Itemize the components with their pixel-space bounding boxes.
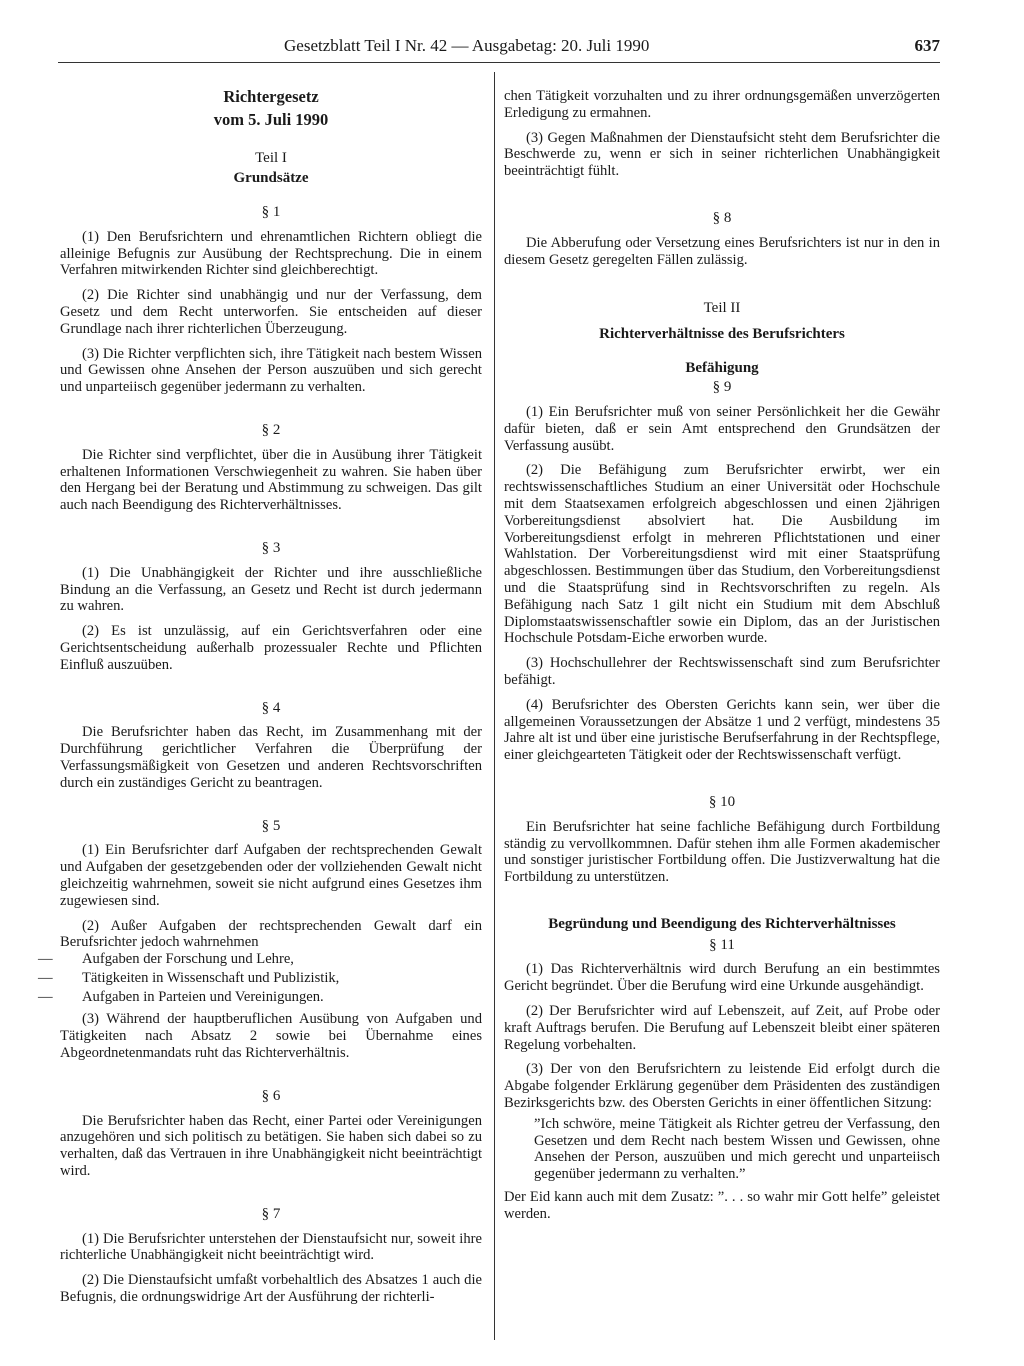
paragraph: Die Richter sind verpflichtet, über die in Ausübung ihrer Tätigkeit erhaltenen Informationen Verschwiegenheit zu wahren. Sie haben über den Hergang bei der Beratung und Abstimmung zu schweigen. Das gilt auch nach Beendigung des Richterverhältnisses. [60, 446, 482, 514]
section-heading: § 11 [709, 936, 735, 953]
paragraph: (1) Die Berufsrichter unterstehen der Dienstaufsicht nur, soweit ihre richterliche Unabhängigkeit nicht beeinträchtigt wird. [60, 1230, 482, 1264]
right-column [504, 88, 940, 1231]
list-item-text: Aufgaben der Forschung und Lehre, [82, 951, 294, 968]
paragraph: (3) Gegen Maßnahmen der Dienstaufsicht steht dem Berufsrichter die Beschwerde zu, wenn er sich in seiner richterlichen Unabhängigkeit beeinträchtigt fühlt. [504, 129, 940, 180]
section-heading: § 6 [261, 1087, 281, 1104]
list-item [38, 988, 482, 1006]
list-item-text: Aufgaben in Parteien und Vereinigungen. [82, 988, 324, 1005]
paragraph: Der Eid kann auch mit dem Zusatz: ”. . . so wahr mir Gott helfe” geleistet werden. [504, 1189, 940, 1222]
paragraph: (1) Ein Berufsrichter darf Aufgaben der rechtsprechenden Gewalt und Aufgaben der gesetzgebenden oder der vollziehenden Gewalt nicht gleichzeitig wahrnehmen, soweit sie nicht aufgrund eines Gesetzes ihm zugewiesen sind. [60, 842, 482, 909]
page-header [58, 36, 940, 58]
section-heading: § 5 [261, 817, 281, 834]
section-heading: § 2 [261, 421, 281, 438]
paragraph: Die Berufsrichter haben das Recht, einer Partei oder Vereinigungen anzugehören und sich politisch zu betätigen. Sie haben sich dabei so zu verhalten, daß das Vertrauen in ihre Unabhängigkeit nicht beeinträchtigt wird. [60, 1112, 482, 1180]
law-title: Richtergesetz [223, 87, 319, 106]
section-heading: § 4 [261, 699, 281, 716]
paragraph: (3) Der von den Berufsrichtern zu leistende Eid erfolgt durch die Abgabe folgender Erklärung gegenüber dem Präsidenten des zuständigen Bezirksgerichts bzw. des Obersten Gerichts in einer öffentlichen Sitzung: [504, 1061, 940, 1112]
section-heading: § 7 [261, 1205, 281, 1222]
dash-marker: — [38, 988, 53, 1005]
paragraph: (4) Berufsrichter des Obersten Gerichts kann sein, wer über die allgemeinen Voraussetzungen der Absätze 1 und 2 verfügt, mindestens 35 Jahre alt ist und über eine juristische Berufserfahrung in der Rechtspflege, einer gleichgearteten Tätigkeit oder der Rechtswissenschaft verfügt. [504, 696, 940, 764]
paragraph: (2) Die Richter sind unabhängig und nur der Verfassung, dem Gesetz und dem Recht unterworfen. Sie entscheiden auf dieser Grundlage nach ihrer richterlichen Überzeugung. [60, 287, 482, 337]
dash-marker: — [38, 969, 53, 986]
section-heading: § 1 [261, 204, 281, 220]
part-title: Grundsätze [233, 170, 309, 186]
list-item [38, 951, 482, 968]
paragraph: (1) Den Berufsrichtern und ehrenamtlichen Richtern obliegt die alleinige Befugnis zur Ausübung der Rechtsprechung. Die in einem Verfahren mitwirkenden Richter sind gleichberechtigt. [60, 228, 482, 279]
list-item [38, 969, 482, 987]
paragraph: (2) Die Befähigung zum Berufsrichter erwirbt, wer ein rechtswissenschaftliches Studium an einer Universität oder Hochschule mit dem Staatsexamen erfolgreich abgeschlossen und einen 2jährigen Vorbereitungsdienst absolviert hat. Die Ausbildung im Vorbereitungsdienst erfolgt in mehreren Pflichtstationen und einer Wahlstation. Der Vorbereitungsdienst wird mit einer Staatsprüfung abgeschlossen. Bestimmungen über das Studium, den Vorbereitungsdienst und die Staatsprüfung sind in Rechtsvorschriften zu regeln. Als Befähigung nach Satz 1 gilt nicht ein Studium mit dem Abschluß Diplomstaatswissenschaftler sowie ein Diplom, das an der Juristischen Hochschule Potsdam-Eiche erworben wurde. [504, 462, 940, 647]
law-date: vom 5. Juli 1990 [213, 110, 329, 129]
paragraph: (1) Ein Berufsrichter muß von seiner Persönlichkeit her die Gewähr dafür bieten, daß er sein Amt entsprechend den Grundsätzen der Verfassung ausübt. [504, 403, 940, 454]
page-number: 637 [914, 36, 940, 55]
part-label: Teil I [255, 150, 287, 166]
column-divider [494, 72, 495, 1340]
header-rule [58, 62, 940, 63]
section-heading: § 10 [708, 793, 736, 810]
oath-quote: ”Ich schwöre, meine Tätigkeit als Richter getreu der Verfassung, den Gesetzen und dem Recht nach bestem Wissen und Gewissen, ohne Ansehen der Person, auszuüben und mich gerecht und unparteiisch gegenüber jedermann zu verhalten.” [534, 1115, 940, 1183]
paragraph: (2) Außer Aufgaben der rechtsprechenden Gewalt darf ein Berufsrichter jedoch wahrnehmen [60, 917, 482, 951]
paragraph-continued: chen Tätigkeit vorzuhalten und zu ihrer ordnungsgemäßen unverzögerten Erledigung zu ermahnen. [504, 88, 940, 121]
paragraph: (3) Hochschullehrer der Rechtswissenschaft sind zum Berufsrichter befähigt. [504, 655, 940, 688]
section-heading: § 3 [261, 539, 281, 556]
paragraph: (3) Die Richter verpflichten sich, ihre Tätigkeit nach bestem Wissen und Gewissen ohne Ansehen der Person auszuüben und sich gerecht und unparteiisch gegenüber jedermann zu verhalten. [60, 345, 482, 396]
paragraph: (3) Während der hauptberuflichen Ausübung von Aufgaben und Tätigkeiten nach Absatz 2 sowie bei Übernahme eines Abgeordnetenmandats ruht das Richterverhältnis. [60, 1011, 482, 1062]
paragraph: (2) Der Berufsrichter wird auf Lebenszeit, auf Zeit, auf Probe oder kraft Auftrags berufen. Die Berufung auf Lebenszeit bleibt einer späteren Regelung vorbehalten. [504, 1003, 940, 1053]
dash-list [38, 951, 482, 1005]
section-heading: § 8 [712, 209, 732, 226]
subheading: Begründung und Beendigung des Richterverhältnisses [548, 915, 896, 932]
paragraph: (2) Es ist unzulässig, auf ein Gerichtsverfahren oder eine Gerichtsentscheidung außerhalb prozessualer Rechte und Pflichten Einfluß auszuüben. [60, 623, 482, 673]
section-heading: § 9 [712, 379, 732, 396]
paragraph: (1) Das Richterverhältnis wird durch Berufung an ein bestimmtes Gericht begründet. Über die Berufung wird eine Urkunde ausgehändigt. [504, 961, 940, 995]
paragraph: Ein Berufsrichter hat seine fachliche Befähigung durch Fortbildung ständig zu vervollkommnen. Dafür stehen ihm alle Formen akademischer und sonstiger juristischer Fortbildung offen. Die Justizverwaltung hat die Fortbildung zu unterstützen. [504, 818, 940, 886]
dash-marker: — [38, 951, 53, 968]
part-label: Teil II [703, 300, 741, 317]
paragraph: (1) Die Unabhängigkeit der Richter und ihre ausschließliche Bindung an die Verfassung, an Gesetz und Recht ist durch jedermann zu wahren. [60, 564, 482, 615]
header-title: Gesetzblatt Teil I Nr. 42 — Ausgabetag: 20. Juli 1990 [284, 36, 650, 55]
paragraph: (2) Die Dienstaufsicht umfaßt vorbehaltlich des Absatzes 1 auch die Befugnis, die ordnungswidrige Art der Ausführung der richterli- [60, 1272, 482, 1306]
part-title: Richterverhältnisse des Berufsrichters [599, 326, 845, 343]
list-item-text: Tätigkeiten in Wissenschaft und Publizistik, [82, 969, 340, 986]
paragraph: Die Abberufung oder Versetzung eines Berufsrichters ist nur in den in diesem Gesetz geregelten Fällen zulässig. [504, 234, 940, 268]
left-column [38, 86, 482, 1314]
paragraph: Die Berufsrichter haben das Recht, im Zusammenhang mit der Durchführung gerichtlicher Verfahren die Überprüfung der Verfassungsmäßigkeit von Gesetzen und anderen Rechtsvorschriften durch ein zuständiges Gericht zu beantragen. [60, 724, 482, 791]
subheading: Befähigung [685, 360, 759, 377]
